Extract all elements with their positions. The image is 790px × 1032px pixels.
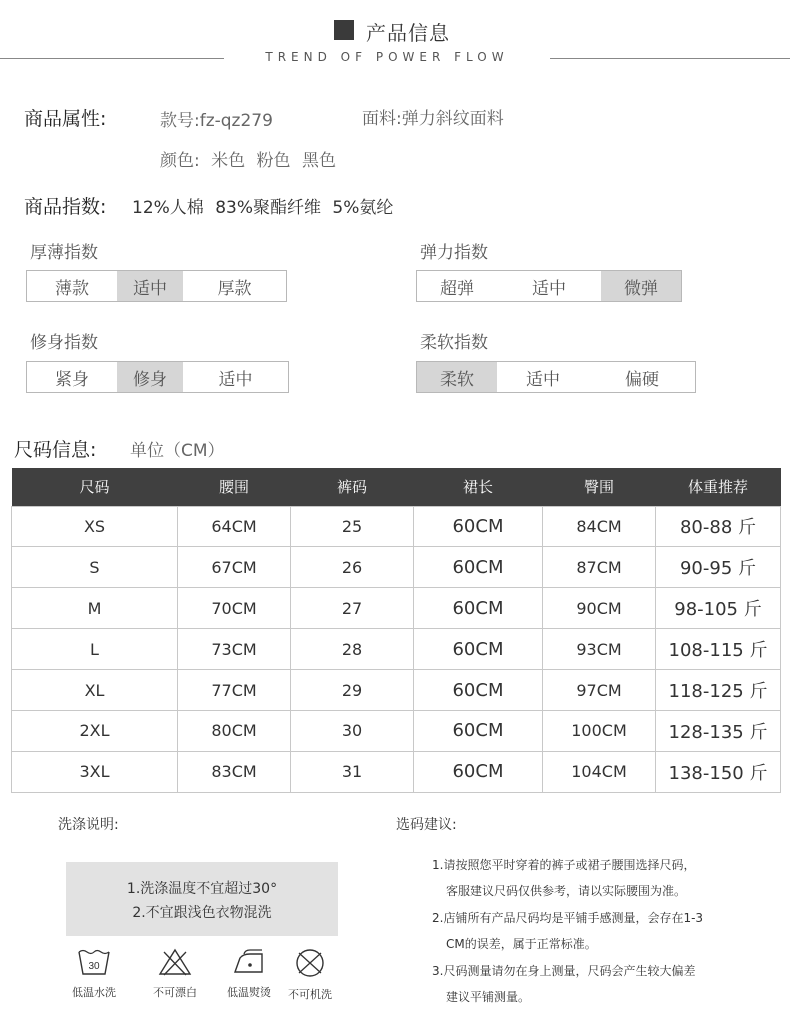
cell-hip: 100CM [543,710,656,751]
cell-size: XS [12,506,178,547]
attributes-label: 商品属性: [24,108,107,130]
table-row [12,751,781,792]
table-row [12,547,781,588]
care-label-low-iron: 低温熨烫 [227,986,271,999]
fit-option-tight: 紧身 [55,369,89,390]
cell-size: XL [12,670,178,711]
table-row [12,629,781,670]
cell-pants-size: 31 [291,751,414,792]
no-bleach-icon [158,948,192,976]
cell-pants-size: 28 [291,629,414,670]
elasticity-option-super: 超弹 [440,278,474,299]
wash-tub-temperature: 30 [88,961,100,972]
cell-hip: 104CM [543,751,656,792]
low-iron-icon [232,948,266,976]
softness-scale [416,361,696,393]
table-row [12,710,781,751]
cell-skirt-length: 60CM [414,710,543,751]
cell-skirt-length: 60CM [414,506,543,547]
cell-waist: 64CM [178,506,291,547]
size-tip-line-5: 3.尺码测量请勿在身上测量，尺码会产生较大偏差 [432,964,696,978]
cell-waist: 67CM [178,547,291,588]
header-waist: 腰围 [178,468,291,506]
cell-skirt-length: 60CM [414,670,543,711]
fit-index-title: 修身指数 [30,333,98,353]
size-tip-line-4: CM的误差，属于正常标准。 [446,937,597,951]
cell-waist: 83CM [178,751,291,792]
index-label: 商品指数: [24,196,107,218]
table-row [12,588,781,629]
washing-notes-box [66,862,338,936]
softness-option-hard: 偏硬 [625,369,659,390]
washing-label: 洗涤说明: [58,817,119,833]
header-rule-right [550,58,790,59]
table-row [12,506,781,547]
softness-index-title: 柔软指数 [420,333,488,353]
cell-size: S [12,547,178,588]
colors: 颜色: 米色 粉色 黑色 [160,151,336,171]
care-label-wash-30: 低温水洗 [72,986,116,999]
elasticity-option-medium: 适中 [532,278,566,299]
cell-weight: 118-125 斤 [656,670,781,711]
cell-size: 2XL [12,710,178,751]
header-weight: 体重推荐 [656,468,781,506]
thickness-option-medium: 适中 [117,271,183,301]
cell-weight: 80-88 斤 [656,506,781,547]
size-tip-line-6: 建议平铺测量。 [446,990,531,1004]
cell-weight: 98-105 斤 [656,588,781,629]
cell-hip: 93CM [543,629,656,670]
style-number: 款号:fz-qz279 [160,111,273,131]
thickness-option-thick: 厚款 [217,278,252,299]
cell-skirt-length: 60CM [414,629,543,670]
cell-pants-size: 30 [291,710,414,751]
care-label-no-bleach: 不可漂白 [153,986,197,999]
page-subtitle: TREND OF POWER FLOW [265,50,509,64]
cell-size: 3XL [12,751,178,792]
cell-weight: 90-95 斤 [656,547,781,588]
size-table-header-row [12,468,781,506]
cell-weight: 138-150 斤 [656,751,781,792]
size-tip-line-2: 客服建议尺码仅供参考，请以实际腰围为准。 [446,884,687,898]
thickness-option-thin: 薄款 [55,278,89,299]
cell-skirt-length: 60CM [414,588,543,629]
elasticity-index-title: 弹力指数 [420,243,488,263]
cell-hip: 87CM [543,547,656,588]
cell-waist: 80CM [178,710,291,751]
care-item-no-machine-wash [272,948,348,1002]
cell-skirt-length: 60CM [414,547,543,588]
fabric: 面料:弹力斜纹面料 [362,109,504,129]
cell-size: M [12,588,178,629]
size-tips-label: 选码建议: [396,817,457,833]
page-title: 产品信息 [366,21,450,45]
wash-30-icon [77,948,111,976]
cell-hip: 84CM [543,506,656,547]
cell-skirt-length: 60CM [414,751,543,792]
cell-waist: 70CM [178,588,291,629]
thickness-index-title: 厚薄指数 [30,243,98,263]
elasticity-option-slight: 微弹 [601,271,681,301]
fit-option-regular: 适中 [218,369,253,390]
fit-scale [26,361,289,393]
softness-option-medium: 适中 [526,369,560,390]
cell-waist: 77CM [178,670,291,711]
composition: 12%人棉 83%聚酯纤维 5%氨纶 [132,198,394,218]
cell-pants-size: 25 [291,506,414,547]
size-unit: 单位（CM） [130,441,225,461]
size-info-label: 尺码信息: [14,439,97,461]
softness-option-soft: 柔软 [417,362,497,392]
header-skirt-length: 裙长 [414,468,543,506]
care-label-no-machine-wash: 不可机洗 [288,988,332,1001]
care-item-no-bleach [137,948,213,1000]
fit-option-slim: 修身 [117,362,183,392]
header-square-icon [334,20,354,40]
washing-note-2: 2.不宜跟浅色衣物混洗 [132,905,272,921]
header-pants-size: 裤码 [291,468,414,506]
cell-weight: 128-135 斤 [656,710,781,751]
no-machine-wash-icon [293,948,327,978]
size-tip-line-3: 2.店铺所有产品尺码均是平铺手感测量，会存在1-3 [432,911,704,925]
thickness-scale [26,270,287,302]
elasticity-scale [416,270,682,302]
header-rule-left [0,58,224,59]
cell-pants-size: 29 [291,670,414,711]
cell-size: L [12,629,178,670]
header-size: 尺码 [12,468,178,506]
table-row [12,670,781,711]
cell-weight: 108-115 斤 [656,629,781,670]
size-table [11,468,781,793]
cell-hip: 97CM [543,670,656,711]
size-tip-line-1: 1.请按照您平时穿着的裤子或裙子腰围选择尺码， [432,858,696,872]
cell-pants-size: 26 [291,547,414,588]
header-hip: 臀围 [543,468,656,506]
care-item-wash-30 [56,948,132,1000]
cell-pants-size: 27 [291,588,414,629]
cell-hip: 90CM [543,588,656,629]
cell-waist: 73CM [178,629,291,670]
washing-note-1: 1.洗涤温度不宜超过30° [126,881,278,897]
